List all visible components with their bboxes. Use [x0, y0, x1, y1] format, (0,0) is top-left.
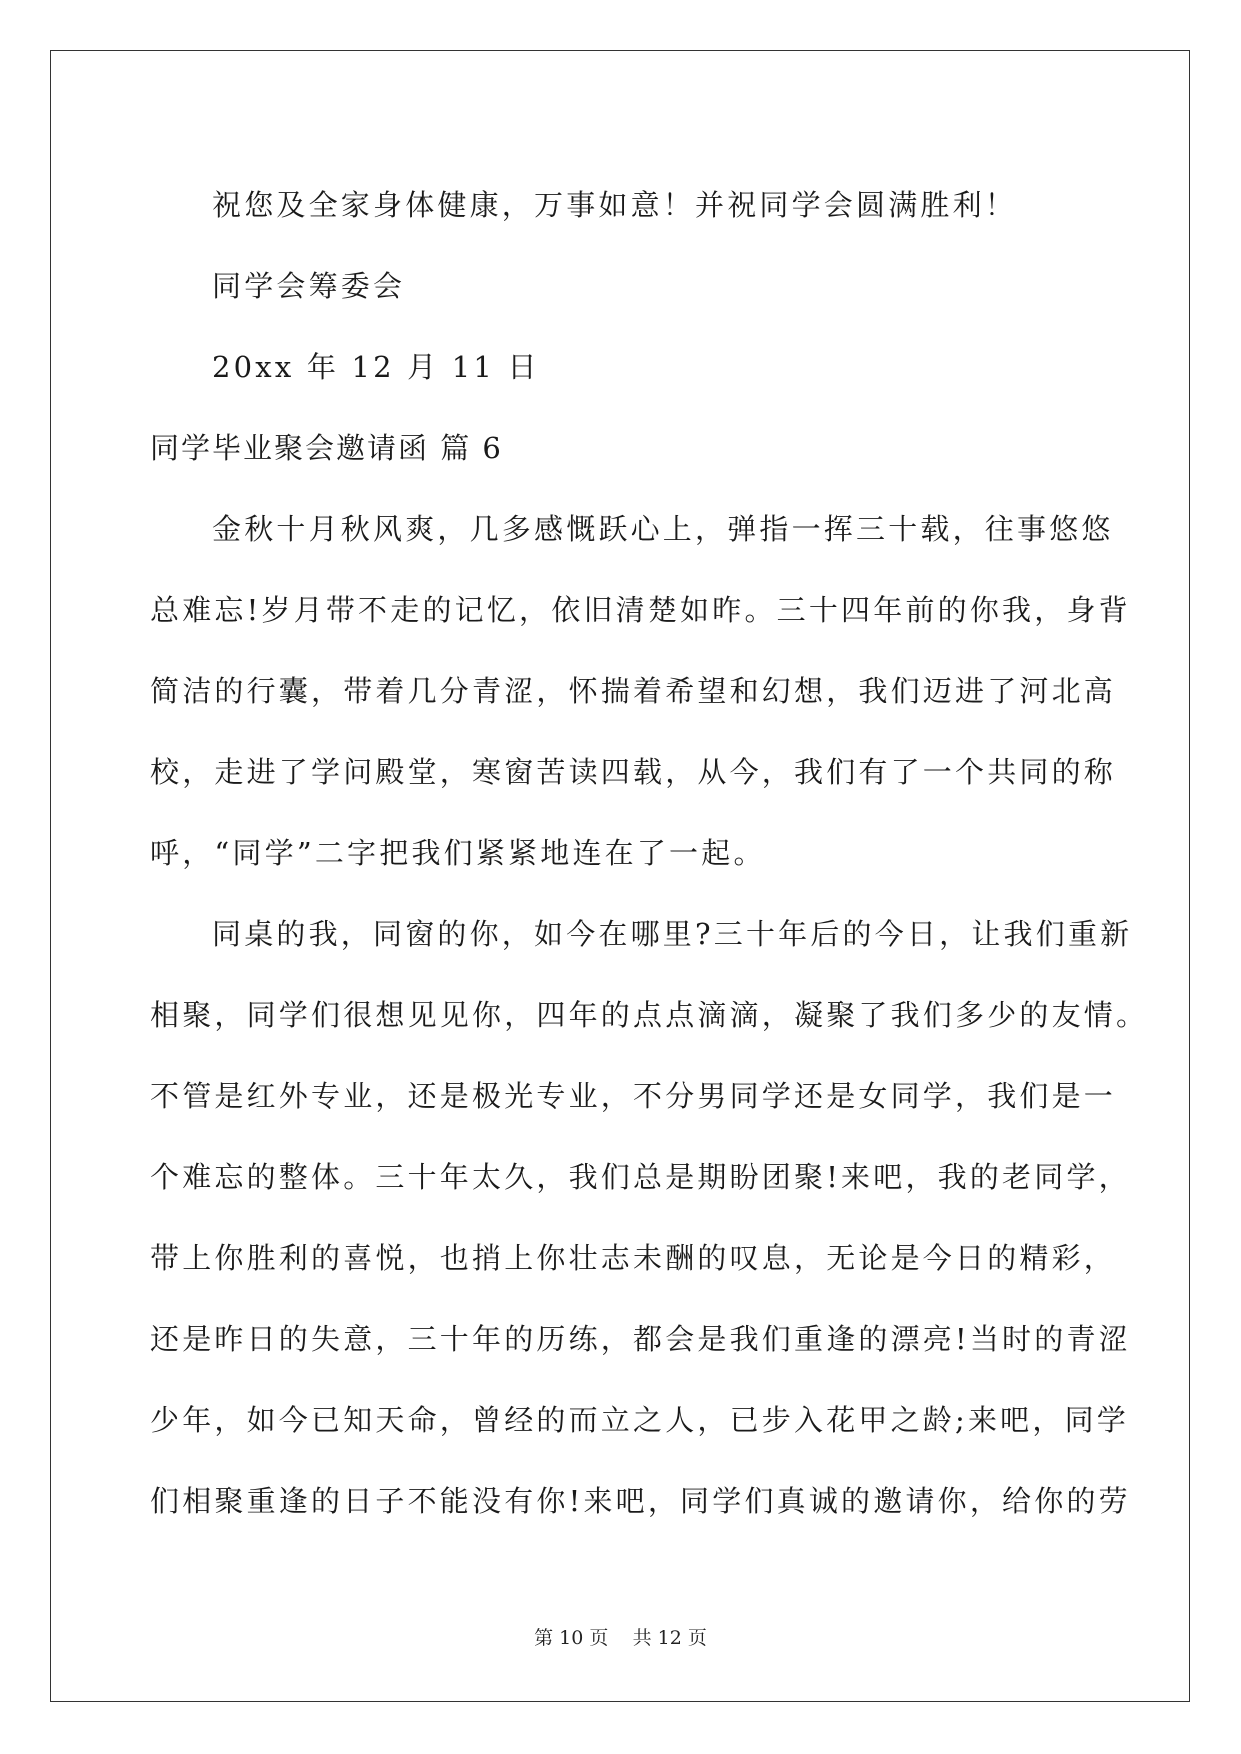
paragraph-1 [150, 489, 1131, 894]
page-total: 共 12 页 [632, 1627, 707, 1649]
paragraph-line: 们相聚重逢的日子不能没有你!来吧，同学们真诚的邀请你，给你的劳 [150, 1484, 1131, 1518]
closing-signature: 同学会筹委会 [212, 269, 406, 303]
page-number: 第 10 页 [534, 1627, 609, 1649]
page-footer [0, 1623, 1241, 1650]
paragraph-line: 简洁的行囊，带着几分青涩，怀揣着希望和幻想，我们迈进了河北高 [150, 674, 1117, 708]
paragraph-line: 个难忘的整体。三十年太久，我们总是期盼团聚!来吧，我的老同学， [150, 1160, 1131, 1194]
paragraph-line: 校，走进了学问殿堂，寒窗苦读四载，从今，我们有了一个共同的称 [150, 755, 1117, 789]
paragraph-line: 呼，“同学”二字把我们紧紧地连在了一起。 [150, 836, 766, 870]
paragraph-line: 还是昨日的失意，三十年的历练，都会是我们重逢的漂亮!当时的青涩 [150, 1322, 1131, 1356]
paragraph-line: 同桌的我，同窗的你，如今在哪里?三十年后的今日，让我们重新 [212, 917, 1133, 951]
closing-date: 20xx 年 12 月 11 日 [212, 350, 540, 384]
paragraph-line: 不管是红外专业，还是极光专业，不分男同学还是女同学，我们是一 [150, 1079, 1117, 1113]
paragraph-line: 相聚，同学们很想见见你，四年的点点滴滴，凝聚了我们多少的友情。 [150, 998, 1149, 1032]
paragraph-line: 带上你胜利的喜悦，也捎上你壮志未酬的叹息，无论是今日的精彩， [150, 1241, 1117, 1275]
paragraph-line: 总难忘!岁月带不走的记忆，依旧清楚如昨。三十四年前的你我，身背 [150, 593, 1131, 627]
paragraph-line: 少年，如今已知天命，曾经的而立之人，已步入花甲之龄;来吧，同学 [150, 1403, 1129, 1437]
paragraph-2 [150, 894, 1149, 1542]
paragraph-line: 金秋十月秋风爽，几多感慨跃心上，弹指一挥三十载，往事悠悠 [212, 512, 1114, 546]
section-title: 同学毕业聚会邀请函 篇 6 [150, 431, 503, 465]
closing-wishes: 祝您及全家身体健康，万事如意！并祝同学会圆满胜利！ [212, 188, 1018, 222]
document-body [150, 165, 1149, 1542]
